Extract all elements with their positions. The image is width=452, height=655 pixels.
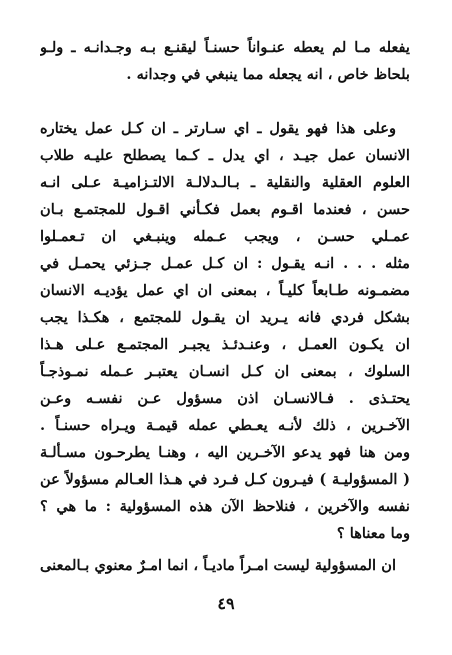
- paragraph-3: [40, 552, 410, 579]
- text-line: نفسه والآخرين ، فنلاحظ الآن هذه المسؤولية : ما هي ؟: [40, 498, 410, 515]
- text-line: مضمـونه طـابعاً كليـاً ، بمعنى ان اي عمل يؤديـه الانسان: [40, 282, 410, 299]
- text-line: عمـلي حسـن ، ويجب عـمله وينبـغي ان تـعمـلوا: [40, 228, 410, 245]
- text-line: السلوك ، بمعنى ان كـل انسـان يعتبـر عـمله نمـوذجـاً: [40, 363, 410, 380]
- text-line: ومن هنا فهو يدعو الآخـرين اليه ، وهنـا يطرحـون مسـألـة: [40, 444, 410, 461]
- text-line: وما معناها ؟: [336, 525, 410, 542]
- text-line: الآخـرين ، ذلك لأنـه يعـطي عمله قيمـة ويـراه حسنـاً .: [40, 417, 410, 434]
- paragraph-1: [40, 34, 410, 88]
- text-line: ( المسؤوليـة ) فيـرون كـل فـرد في هـذا العـالم مسؤولاً عن: [40, 471, 410, 488]
- text-line: وعلى هذا فهو يقول ـ اي سـارتر ـ ان كـل عمل يختاره: [40, 120, 396, 137]
- text-line: بلحاظ خاص ، انه يجعله مما ينبغي في وجدانه .: [126, 66, 410, 83]
- text-line: العلوم العقلية والنقلية ـ بـالـدلالـة الالتـزاميـة عـلى انـه: [40, 174, 410, 191]
- paragraph-2: [40, 115, 410, 547]
- text-line: يفعله مـا لم يعطه عنـواناً حسنـاً ليقنـع بـه وجـدانـه ـ ولـو: [40, 39, 410, 56]
- text-line: ان يكـون العمـل ، وعنـدئـذ يجبـر المجتمـع عـلى هـذا: [40, 336, 410, 353]
- text-line: حسن ، فعندما اقـوم بعمل فكـأني اقـول للمجتمـع بـان: [40, 201, 410, 218]
- text-line: بشكل فردي فانه يـريد ان يقـول للمجتمع ، هكـذا يجب: [40, 309, 410, 326]
- text-line: الانسان عمل جيـد ، اي يدل ـ كـما يصطلح عليـه طلاب: [40, 147, 410, 164]
- page-number: ٤٩: [217, 594, 235, 613]
- text-line: يحتـذى . فـالانسـان اذن مسؤول عـن نفسـه وعـن: [40, 390, 410, 407]
- text-line: ان المسؤولية ليست امـراً ماديـاً ، انما امـرٌ معنوي بـالمعنى: [40, 557, 396, 574]
- text-line: مثله . . . انـه يقـول : ان كـل عمـل جـزئي يحمـل في: [40, 255, 410, 272]
